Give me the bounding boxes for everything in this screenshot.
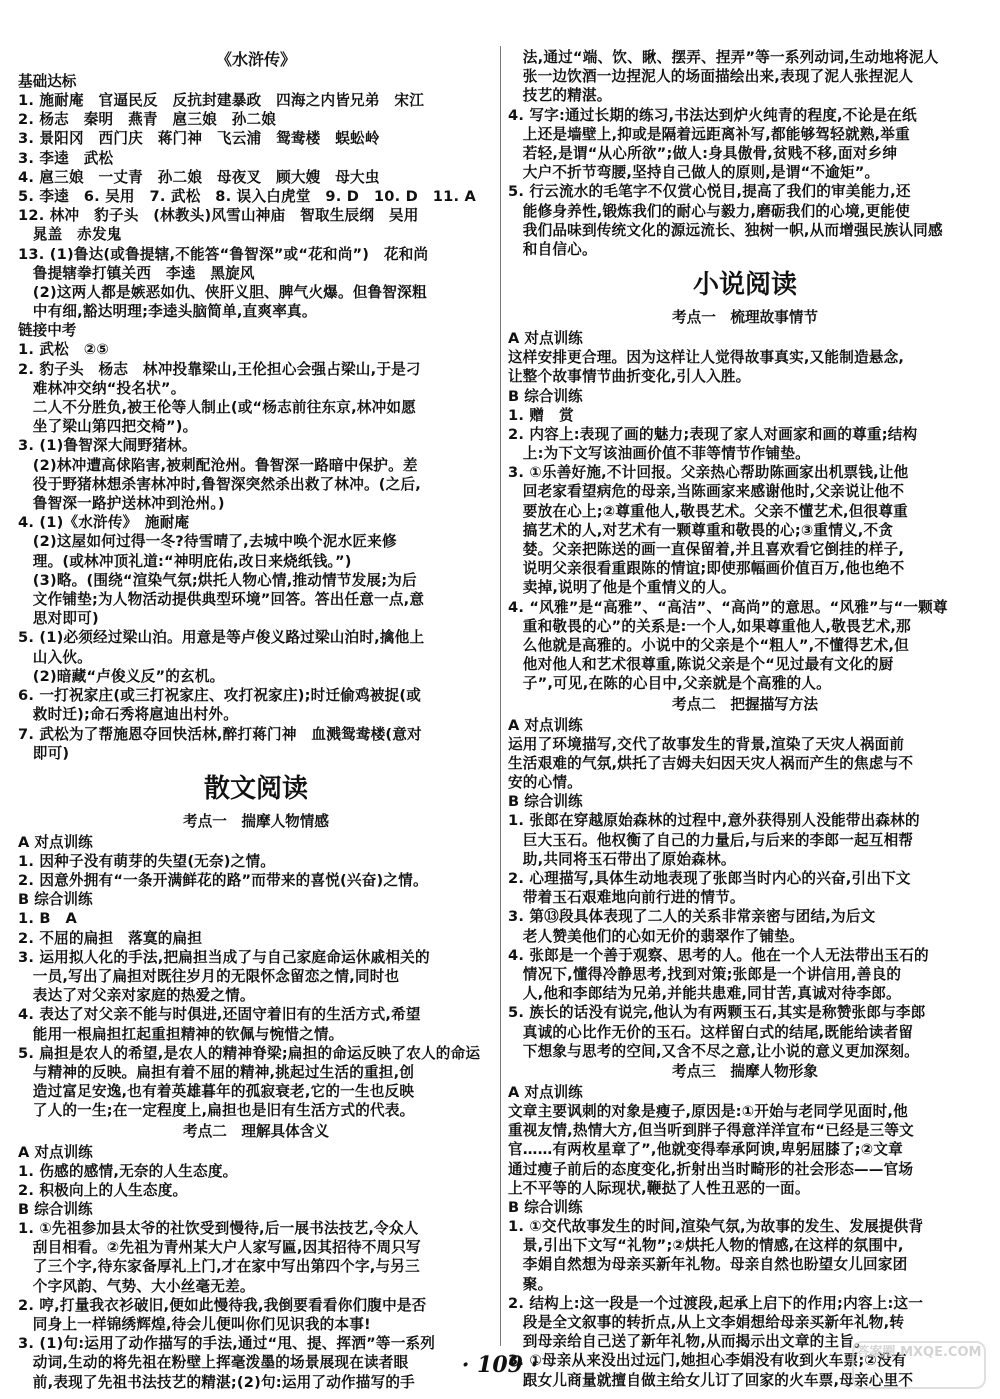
answer-line: 重视友情,热情大方,但当听到胖子得意洋洋宣布“已经是三等文 bbox=[508, 1122, 914, 1140]
answer-line: 4. (1)《水浒传》 施耐庵 bbox=[18, 514, 190, 532]
subsection-head-b: B 综合训练 bbox=[508, 1198, 583, 1216]
answer-line: (2)这两人都是嫉恶如仇、侠肝义胆、脾气火爆。但鲁智深粗 bbox=[18, 284, 427, 302]
answer-line: 真诚的心比作无价的玉石。这样留白式的结尾,既能给读者留 bbox=[508, 1023, 914, 1041]
answer-line: 难林冲交纳“投名状”。 bbox=[18, 379, 186, 397]
answer-line: 2. 不屈的扁担 落寞的扁担 bbox=[18, 929, 203, 947]
answer-line: 1. 因种子没有萌芽的失望(无奈)之情。 bbox=[18, 852, 276, 870]
subsection-head-a: A 对点训练 bbox=[508, 330, 583, 348]
answer-line: 段是全文叙事的转折点,从上文李娟想给母亲买新年礼物,转 bbox=[508, 1313, 905, 1331]
answer-list-lianjie bbox=[18, 340, 494, 762]
answer-line: 么他就是高雅的。小说中的父亲是个“粗人”,不懂得艺术,但 bbox=[508, 637, 909, 655]
answer-line: 安的心情。 bbox=[508, 774, 582, 792]
answer-line: 一员,写出了扁担对既往岁月的无限怀念留恋之情,同时也 bbox=[18, 967, 400, 985]
answer-line: 3. (1)句:运用了动作描写的手法,通过“甩、提、挥洒”等一系列 bbox=[18, 1335, 436, 1353]
answer-line: 中有细,豁达明理;李逵头脑简单,直爽率真。 bbox=[18, 303, 317, 321]
answer-line: 到母亲给自己送了新年礼物,从而揭示出文章的主旨。 bbox=[508, 1333, 869, 1351]
answer-line: 搞艺术的人,对艺术有一颗尊重和敬畏的心;③重情义,不贪 bbox=[508, 521, 894, 539]
answer-line: 5. 扁担是农人的希望,是农人的精神脊梁;扁担的命运反映了农人的命运 bbox=[18, 1044, 481, 1062]
answer-line: 李娟自然想为母亲买新年礼物。母亲自然也盼望女儿回家团 bbox=[508, 1256, 908, 1274]
answer-line: 13. (1)鲁达(或鲁提辖,不能答“鲁智深”或“花和尚”) 花和尚 bbox=[18, 245, 429, 263]
answer-list bbox=[508, 735, 982, 793]
answer-line: 了三个字,待东家备厚礼上门,才在家中写出第四个字,与另三 bbox=[18, 1258, 420, 1276]
answer-line: 鲁提辖拳打镇关西 李逵 黑旋风 bbox=[18, 264, 255, 282]
answer-line: 4. 张郎是一个善于观察、思考的人。他在一个人无法带出玉石的 bbox=[508, 946, 929, 964]
answer-line: 婪。父亲把陈送的画一直保留着,并且喜欢看它倒挂的样子, bbox=[508, 541, 905, 559]
answer-line: 官……有两枚星章了”,他就变得奉承阿谀,卑躬屈膝了;②文章 bbox=[508, 1141, 903, 1159]
answer-line: 能修身养性,锻炼我们的耐心与毅力,磨砺我们的心境,更能使 bbox=[508, 202, 910, 220]
answer-line: (2)这屋如何过得一冬?待雪晴了,去城中唤个泥水匠来修 bbox=[18, 533, 397, 551]
answer-line: 12. 林冲 豹子头 (林教头)风雪山神庙 智取生辰纲 吴用 bbox=[18, 207, 419, 225]
answer-line: 回老家看望病危的母亲,当陈画家来感谢他时,父亲说让他不 bbox=[508, 483, 905, 501]
watermark-logo: 答案圈 MXQE.COM bbox=[852, 1341, 986, 1389]
answer-line: 巨大玉石。他权衡了自己的力量后,与后来的李郎一起互相帮 bbox=[508, 831, 914, 849]
answer-line: 要放在心上;②尊重他人,敬畏艺术。父亲不懂艺术,但很尊重 bbox=[508, 502, 908, 520]
answer-line: 刮目相看。②先祖为青州某大户人家写匾,因其招待不周只写 bbox=[18, 1239, 421, 1257]
answer-list bbox=[18, 909, 494, 1120]
answer-line: 同身上一样锦绣辉煌,待会儿便叫你们见识我的本事! bbox=[18, 1315, 371, 1333]
answer-line: 1. 赠 赏 bbox=[508, 406, 574, 424]
answer-line: 个字风韵、气势、大小丝毫无差。 bbox=[18, 1277, 255, 1295]
answer-line: 子”,可见,在陈的心目中,父亲就是个高雅的人。 bbox=[508, 675, 831, 693]
answer-line: 生活艰难的气氛,烘托了吉姆夫妇因天灾人祸而产生的焦虑与不 bbox=[508, 754, 914, 772]
answer-line: 与精神的反映。扁担有着不屈的精神,挑起过生活的重担,创 bbox=[18, 1063, 415, 1081]
subsection-head-a: A 对点训练 bbox=[508, 1083, 583, 1101]
answer-line: 1. 张郎在穿越原始森林的过程中,意外获得别人没能带出森林的 bbox=[508, 812, 920, 830]
answer-line: 鲁智深一路护送林冲到沧州。) bbox=[18, 495, 225, 513]
answer-list bbox=[508, 811, 982, 1061]
subsection-head-lianjie: 链接中考 bbox=[18, 322, 77, 340]
answer-line: 张一边饮酒一边捏泥人的场面描绘出来,表现了泥人张捏泥人 bbox=[508, 68, 914, 86]
answer-line: 5. 行云流水的毛笔字不仅赏心悦目,提高了我们的审美能力,还 bbox=[508, 183, 911, 201]
kaodian-title: 考点一 揣摩人物情感 bbox=[183, 812, 329, 830]
answer-line: 他对他人和艺术很尊重,陈说父亲是个“见过最有文化的厨 bbox=[508, 656, 894, 674]
section-title-xiaoshuo: 小说阅读 bbox=[692, 270, 797, 301]
kaodian-title: 考点三 揣摩人物形象 bbox=[672, 1062, 818, 1080]
kaodian-title: 考点二 理解具体含义 bbox=[183, 1122, 329, 1140]
answer-line: 通过瘦子前后的态度变化,折射出当时畸形的社会形态——官场 bbox=[508, 1160, 914, 1178]
answer-line: 跟女儿商量就擅自做主给女儿订了回家的火车票,母亲心里不 bbox=[508, 1371, 914, 1389]
subsection-head-a: A 对点训练 bbox=[508, 716, 583, 734]
answer-line: 6. 一打祝家庄(或三打祝家庄、攻打祝家庄);时迁偷鸡被捉(或 bbox=[18, 687, 422, 705]
answer-line: 3. ①乐善好施,不计回报。父亲热心帮助陈画家出机票钱,让他 bbox=[508, 464, 909, 482]
answer-line: 2. 豹子头 杨志 林冲投靠梁山,王伦担心会强占梁山,于是刁 bbox=[18, 360, 421, 378]
subsection-head-b: B 综合训练 bbox=[508, 387, 583, 405]
answer-list bbox=[18, 852, 494, 890]
answer-line: 思对即可) bbox=[18, 610, 99, 628]
answer-line: 这样安排更合理。因为这样让人觉得故事真实,又能制造悬念, bbox=[508, 349, 905, 367]
answer-list-continued bbox=[508, 48, 982, 259]
answer-line: (2)暗藏“卢俊义反”的玄机。 bbox=[18, 667, 225, 685]
answer-line: 聚。 bbox=[508, 1275, 553, 1293]
answer-line: 法,通过“端、饮、瞅、摆弄、捏弄”等一系列动词,生动地将泥人 bbox=[508, 49, 939, 66]
section-title-sanwen: 散文阅读 bbox=[203, 773, 308, 804]
answer-line: 我们品味到传统文化的源远流长、独树一帜,从而增强民族认同感 bbox=[508, 221, 943, 239]
answer-line: 1. ①交代故事发生的时间,渲染气氛,为故事的发生、发展提供背 bbox=[508, 1217, 924, 1235]
answer-line: 晁盖 赤发鬼 bbox=[18, 226, 122, 244]
answer-line: 3. 运用拟人化的手法,把扁担当成了与自己家庭命运休戚相关的 bbox=[18, 948, 430, 966]
subsection-head-b: B 综合训练 bbox=[18, 891, 93, 909]
answer-line: 2. 杨志 秦明 燕青 扈三娘 孙二娘 bbox=[18, 111, 277, 129]
answer-list-jichu bbox=[18, 91, 494, 321]
answer-line: 上不平等的人际现状,鞭挞了人性丑恶的一面。 bbox=[508, 1179, 810, 1197]
subsection-head-a: A 对点训练 bbox=[18, 833, 93, 851]
right-column bbox=[508, 48, 982, 1390]
column-divider bbox=[500, 46, 501, 1346]
answer-line: 上还是墙壁上,抑或是隔着远距离补写,都能够驾轻就熟,举重 bbox=[508, 125, 910, 143]
answer-line: 1. 伤感的感情,无奈的人生态度。 bbox=[18, 1162, 238, 1180]
answer-line: 前,表现了先祖书法技艺的精湛;(2)句:运用了动作描写的手 bbox=[18, 1373, 415, 1391]
answer-list bbox=[508, 348, 982, 386]
answer-line: 重和敬畏的心”的关系是:一个人,如果尊重他人,敬畏艺术,那 bbox=[508, 617, 911, 635]
answer-line: 大户不折节弯腰,坚持自己做人的原则,是谓“不逾矩”。 bbox=[508, 164, 880, 182]
answer-line: 说明父亲很看重跟陈的情谊;即使那幅画价值百万,他也绝不 bbox=[508, 560, 905, 578]
section-title-shuihuzhuan: 《水浒传》 bbox=[215, 50, 296, 69]
answer-line: 2. 哼,打量我衣衫破旧,便如此慢待我,我倒要看看你们腹中是否 bbox=[18, 1296, 427, 1314]
answer-line: 卖掉,说明了他是个重情义的人。 bbox=[508, 579, 736, 597]
answer-list bbox=[508, 406, 982, 694]
page-number: · 109 · bbox=[461, 1352, 539, 1378]
subsection-head-jichu: 基础达标 bbox=[18, 73, 77, 90]
answer-line: 技艺的精湛。 bbox=[508, 87, 612, 105]
answer-line: 救时迁);命石秀将扈迪出村外。 bbox=[18, 706, 239, 724]
answer-line: 景,引出下文写“礼物”;②烘托人物的情感,在这样的氛围中, bbox=[508, 1237, 904, 1255]
subsection-head-b: B 综合训练 bbox=[508, 793, 583, 811]
answer-line: 4. “风雅”是“高雅”、“高洁”、“高尚”的意思。“风雅”与“一颗尊 bbox=[508, 598, 948, 616]
answer-line: 文章主要讽刺的对象是瘦子,原因是:①开始与老同学见面时,他 bbox=[508, 1102, 908, 1120]
answer-line: 情况下,懂得冷静思考,找到对策;张郎是一个讲信用,善良的 bbox=[508, 965, 902, 983]
answer-line: 3. 李逵 武松 bbox=[18, 149, 114, 167]
answer-line: 动词,生动的将先祖在粉壁上挥毫泼墨的场景展现在读者眼 bbox=[18, 1354, 409, 1372]
answer-line: 4. 表达了对父亲不能与时俱进,还固守着旧有的生活方式,希望 bbox=[18, 1006, 421, 1024]
answer-line: 2. 内容上:表现了画的魅力;表现了家人对画家和画的尊重;结构 bbox=[508, 425, 918, 443]
answer-line: 3. 景阳冈 西门庆 蒋门神 飞云浦 鸳鸯楼 蜈蚣岭 bbox=[18, 130, 380, 148]
answer-line: 1. ①先祖参加县太爷的社饮受到慢待,后一展书法技艺,令众人 bbox=[18, 1219, 419, 1237]
answer-line: 和自信心。 bbox=[508, 241, 597, 259]
answer-line: 即可) bbox=[18, 744, 70, 762]
subsection-head-b: B 综合训练 bbox=[18, 1200, 93, 1218]
answer-line: 造过富足安逸,也有着英雄暮年的孤寂衰老,它的一生也反映 bbox=[18, 1083, 415, 1101]
answer-line: 人,他和李郎结为兄弟,并能共患难,同甘苦,真诚对待李郎。 bbox=[508, 985, 901, 1003]
kaodian-title: 考点二 把握描写方法 bbox=[672, 695, 818, 713]
answer-line: 老人赞美他们的心如无价的翡翠作了铺垫。 bbox=[508, 927, 804, 945]
subsection-head-a: A 对点训练 bbox=[18, 1143, 93, 1161]
answer-line: 4. 扈三娘 一丈青 孙二娘 母夜叉 顾大嫂 母大虫 bbox=[18, 168, 380, 186]
answer-line: 理。(或林冲顶礼道:“神明庇佑,改日来烧纸钱。”) bbox=[18, 552, 352, 570]
answer-line: 上:为下文写该油画价值不菲等情节作铺垫。 bbox=[508, 445, 810, 463]
answer-line: (3)略。(围绕“渲染气氛;烘托人物心情,推动情节发展;为后 bbox=[18, 571, 417, 589]
left-column bbox=[18, 48, 494, 1392]
answer-line: 2. 因意外拥有“一条开满鲜花的路”而带来的喜悦(兴奋)之情。 bbox=[18, 872, 428, 890]
answer-line: 带着玉石艰难地向前行进的情节。 bbox=[508, 889, 745, 907]
answer-line: 若轻,是谓“从心所欲”;做人:身具傲骨,贫贱不移,面对乡绅 bbox=[508, 145, 898, 163]
answer-line: 了人的一生;在一定程度上,扁担也是旧有生活方式的代表。 bbox=[18, 1102, 415, 1120]
answer-line: 4. 写字:通过长期的练习,书法达到炉火纯青的程度,不论是在纸 bbox=[508, 106, 917, 124]
answer-line: 二人不分胜负,被王伦等人制止(或“杨志前往东京,林冲如愿 bbox=[18, 399, 416, 417]
answer-line: 5. 李逵 6. 吴用 7. 武松 8. 误入白虎堂 9. D 10. D 11. A bbox=[18, 188, 476, 206]
answer-line: 1. B A bbox=[18, 910, 77, 928]
answer-line: 1. 武松 ②⑤ bbox=[18, 341, 109, 359]
answer-line: 下想象与思考的空间,又含不尽之意,让小说的意义更加深刻。 bbox=[508, 1042, 919, 1060]
answer-line: 役于野猪林想杀害林冲时,鲁智深突然杀出救了林冲。(之后, bbox=[18, 475, 421, 493]
answer-list bbox=[508, 1102, 982, 1198]
answer-line: 7. 武松为了帮施恩夺回快活林,醉打蒋门神 血溅鸳鸯楼(意对 bbox=[18, 725, 422, 743]
answer-line: 2. 结构上:这一段是一个过渡段,起承上启下的作用;内容上:这一 bbox=[508, 1294, 924, 1312]
answer-line: 运用了环境描写,交代了故事发生的背景,渲染了天灾人祸面前 bbox=[508, 735, 905, 753]
answer-line: 让整个故事情节曲折变化,引人入胜。 bbox=[508, 368, 751, 386]
answer-line: 5. 族长的话没有说完,他认为有两颗玉石,其实是称赞张郎与李郎 bbox=[508, 1004, 926, 1022]
answer-line: 3. (1)鲁智深大闹野猪林。 bbox=[18, 437, 197, 455]
answer-line: 表达了对父亲对家庭的热爱之情。 bbox=[18, 987, 255, 1005]
answer-line: 助,共同将玉石带出了原始森林。 bbox=[508, 850, 736, 868]
answer-line: 2. 心理描写,具体生动地表现了张郎当时内心的兴奋,引出下文 bbox=[508, 869, 911, 887]
kaodian-title: 考点一 梳理故事情节 bbox=[672, 309, 818, 327]
answer-line: 1. 施耐庵 官逼民反 反抗封建暴政 四海之内皆兄弟 宋江 bbox=[18, 92, 425, 109]
answer-line: 5. (1)必须经过梁山泊。用意是等卢俊义路过梁山泊时,擒他上 bbox=[18, 629, 425, 647]
answer-line: (2)林冲遭高俅陷害,被刺配沧州。鲁智深一路暗中保护。差 bbox=[18, 456, 418, 474]
answer-line: 坐了梁山第四把交椅”)。 bbox=[18, 418, 198, 436]
answer-line: 山入伙。 bbox=[18, 648, 92, 666]
answer-line: 3. ①母亲从来没出过远门,她担心李娟没有收到火车票;②没有 bbox=[508, 1352, 907, 1370]
answer-line: 文作铺垫;为人物活动提供典型环境”回答。答出任意一点,意 bbox=[18, 591, 425, 609]
answer-line: 2. 积极向上的人生态度。 bbox=[18, 1181, 188, 1199]
answer-line: 能用一根扁担扛起重担精神的钦佩与惋惜之情。 bbox=[18, 1025, 344, 1043]
answer-list bbox=[18, 1162, 494, 1200]
answer-line: 3. 第⑬段具体表现了二人的关系非常亲密与团结,为后文 bbox=[508, 908, 876, 926]
